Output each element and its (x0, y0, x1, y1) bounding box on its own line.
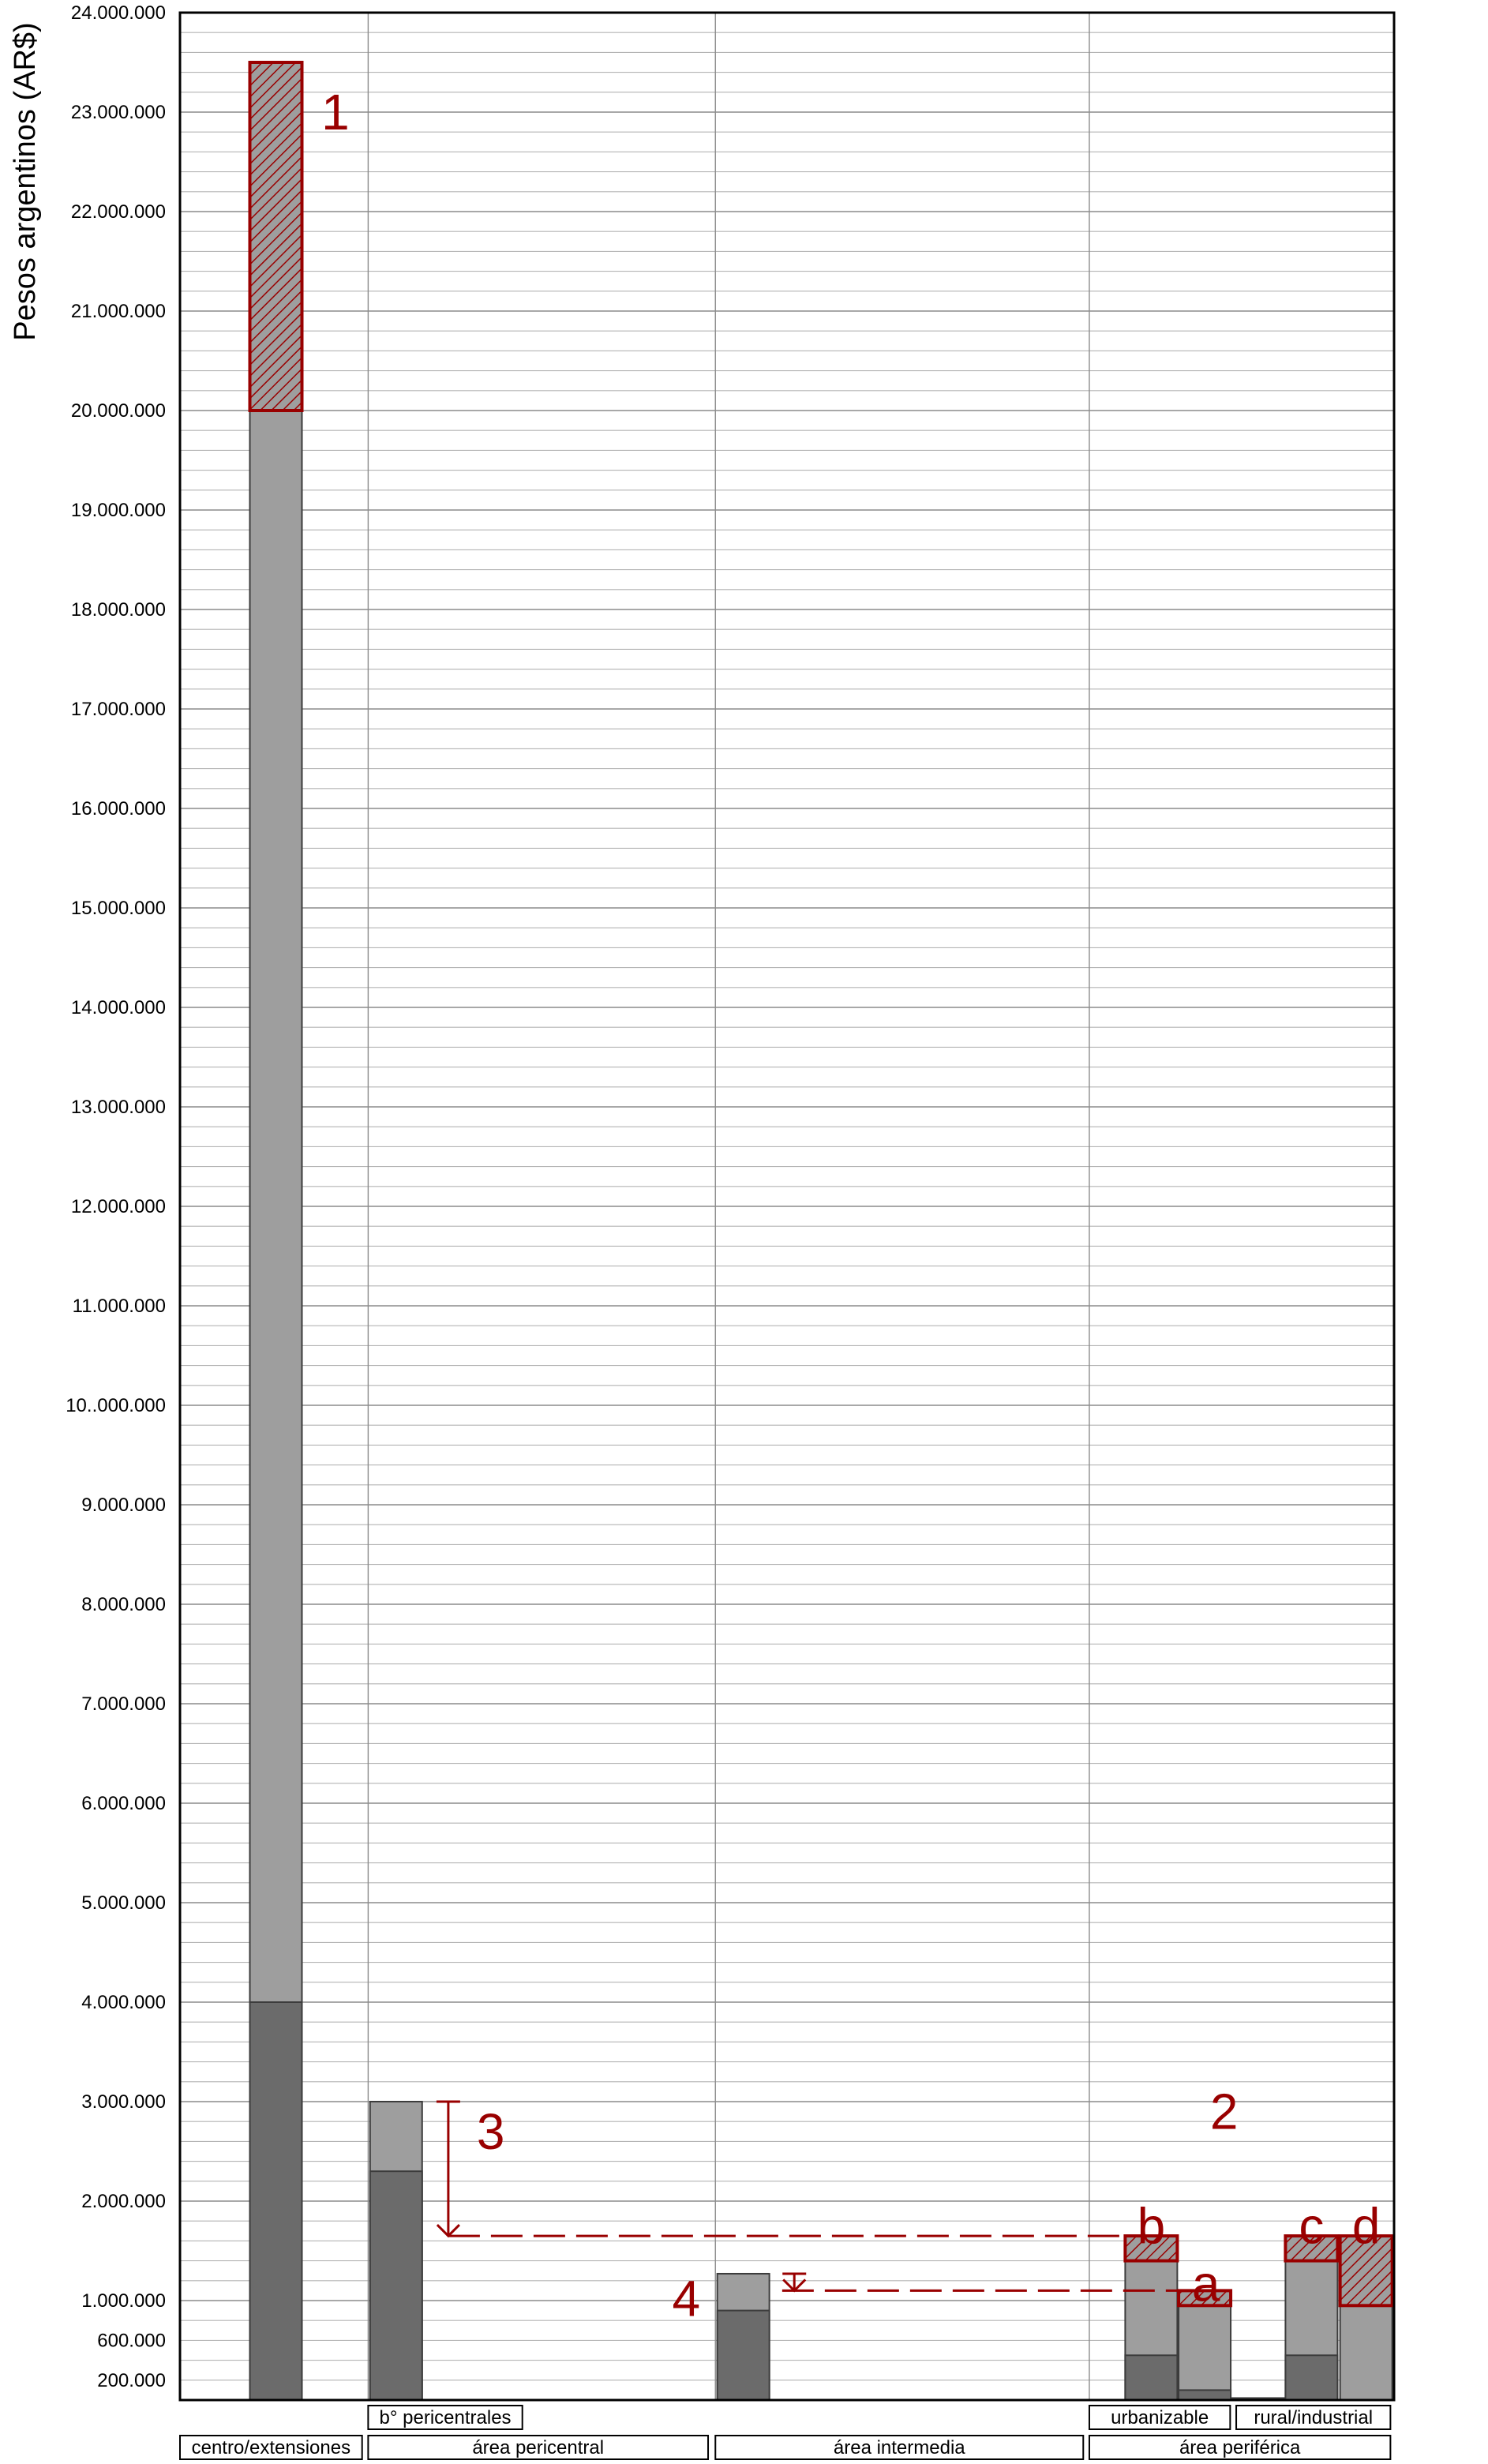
category-box (1089, 2436, 1390, 2459)
annotation-label: a (1191, 2255, 1220, 2312)
category-box (715, 2436, 1083, 2459)
bar-segment-dark (370, 2171, 422, 2400)
category-label: rural/industrial (1254, 2407, 1374, 2428)
y-tick-label: 22.000.000 (70, 201, 166, 223)
category-label: centro/extensiones (191, 2437, 351, 2458)
annotation-label: 2 (1209, 2083, 1239, 2140)
bar-segment-dark (718, 2311, 770, 2400)
bracket-marker (782, 2274, 806, 2290)
annotation-label: 3 (476, 2102, 505, 2160)
y-tick-label: 17.000.000 (70, 699, 166, 720)
annotation-label: b (1137, 2197, 1166, 2255)
bar-segment-dark (1125, 2355, 1177, 2400)
bar-segment-dark (250, 2002, 302, 2400)
y-tick-label: 6.000.000 (81, 1793, 166, 1814)
category-box (368, 2406, 522, 2429)
y-tick-label: 14.000.000 (70, 997, 166, 1018)
y-tick-label: 8.000.000 (81, 1594, 166, 1615)
y-tick-label: 15.000.000 (70, 898, 166, 919)
annotations-layer (321, 84, 1380, 2327)
bar-stack (718, 2274, 770, 2400)
category-box (368, 2436, 708, 2459)
y-tick-label: 20.000.000 (70, 400, 166, 422)
category-label: área pericentral (472, 2437, 605, 2458)
annotation-label: c (1299, 2197, 1325, 2255)
bar-stack (1125, 2236, 1177, 2400)
y-axis-label: Pesos argentinos (AR$) (9, 22, 42, 341)
bar-stack (1340, 2236, 1392, 2400)
category-box (1089, 2406, 1230, 2429)
category-label: urbanizable (1111, 2407, 1209, 2428)
y-tick-label: 18.000.000 (70, 599, 166, 621)
annotation-label: 4 (672, 2270, 701, 2327)
bar-stack (370, 2102, 422, 2400)
bar-segment-highlight (250, 62, 302, 411)
bar-stack (1285, 2236, 1337, 2400)
annotation-label: 1 (321, 84, 350, 141)
guides-layer (437, 2102, 1182, 2290)
category-label: área intermedia (833, 2437, 965, 2458)
y-tick-label: 11.000.000 (72, 1296, 166, 1317)
category-boxes (180, 2406, 1390, 2459)
bar-segment-dark (1179, 2390, 1231, 2400)
y-tick-label: 600.000 (97, 2330, 166, 2352)
category-label: b° pericentrales (379, 2407, 512, 2428)
annotation-label: d (1351, 2197, 1381, 2255)
category-box (1236, 2406, 1390, 2429)
y-axis-ticks (66, 2, 166, 2391)
grid-lines (180, 13, 1394, 2400)
y-tick-label: 21.000.000 (70, 301, 166, 322)
y-tick-label: 200.000 (97, 2369, 166, 2391)
bar-stack (250, 62, 302, 2400)
y-tick-label: 2.000.000 (81, 2191, 166, 2212)
category-label: área periférica (1179, 2437, 1301, 2458)
y-tick-label: 4.000.000 (81, 1992, 166, 2013)
bar-segment-mid (1340, 2305, 1392, 2400)
y-tick-label: 7.000.000 (81, 1693, 166, 1715)
y-tick-label: 1.000.000 (81, 2290, 166, 2312)
y-tick-label: 12.000.000 (70, 1196, 166, 1217)
y-tick-label: 24.000.000 (70, 2, 166, 24)
y-tick-label: 13.000.000 (70, 1097, 166, 1118)
y-tick-label: 9.000.000 (81, 1495, 166, 1516)
bar-segment-dark (1285, 2355, 1337, 2400)
y-tick-label: 16.000.000 (70, 798, 166, 819)
y-tick-label: 23.000.000 (70, 102, 166, 123)
category-box (180, 2436, 362, 2459)
bar-segment-mid (1179, 2305, 1231, 2400)
y-tick-label: 10..000.000 (66, 1395, 166, 1416)
bars-layer (250, 62, 1392, 2400)
y-tick-label: 5.000.000 (81, 1892, 166, 1914)
y-tick-label: 3.000.000 (81, 2091, 166, 2113)
y-tick-label: 19.000.000 (70, 500, 166, 521)
